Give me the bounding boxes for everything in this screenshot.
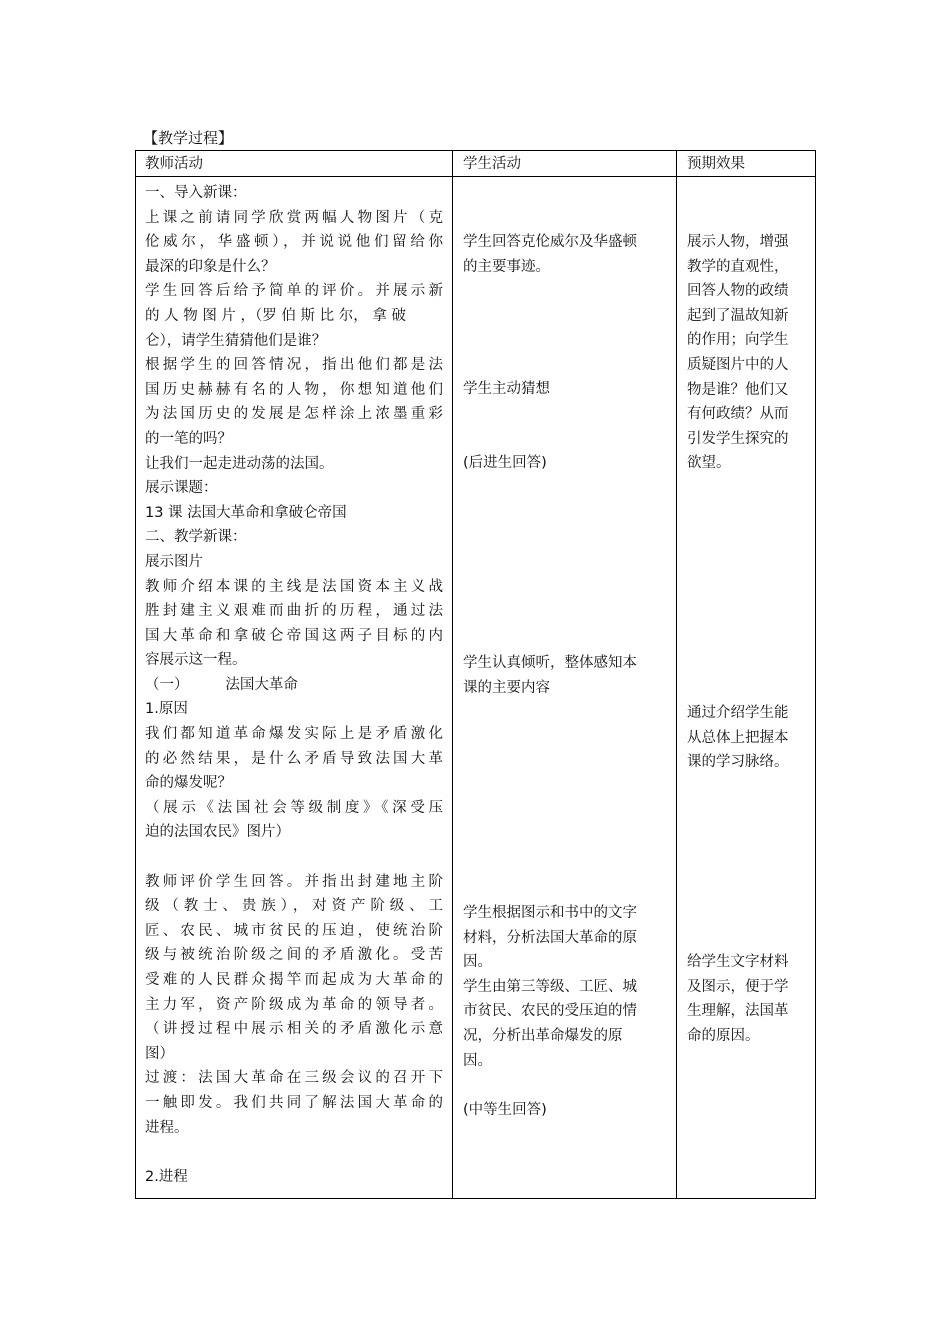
teacher-line: 1.原因: [145, 701, 188, 718]
teacher-line: 命的爆发呢？: [145, 775, 232, 792]
teacher-line: 让我们一起走进动荡的法国。: [145, 455, 334, 472]
lesson-title: 13 课 法国大革命和拿破仑帝国: [145, 504, 347, 521]
effect-line: 回答人物的政绩: [687, 283, 789, 300]
teacher-line: 一触即发。我们共同了解法国大革命的: [145, 1094, 443, 1111]
teacher-line: 级与被统治阶级之间的矛盾激化。受苦: [145, 947, 443, 964]
blank-line: [463, 1073, 637, 1098]
student-line: 材料，分析法国大革命的原: [463, 929, 637, 946]
teacher-line: （讲授过程中展示相关的矛盾激化示意: [145, 1021, 443, 1038]
teacher-line: 展示图片: [145, 553, 203, 570]
blank-line: [145, 1140, 443, 1165]
teacher-line: 的 人 物 图 片 ，（罗 伯 斯 比 尔， 拿 破: [145, 307, 406, 324]
teacher-line: 国历史赫赫有名的人物，你想知道他们: [145, 381, 443, 398]
effect-line: 展示人物，增强: [687, 234, 789, 250]
effect-line: 通过介绍学生能: [687, 705, 789, 721]
student-line: 况，分析出革命爆发的原: [463, 1027, 623, 1044]
teacher-line: 过渡：法国大革命在三级会议的召开下: [145, 1070, 443, 1087]
effect-line: 的作用；向学生: [687, 332, 789, 349]
teacher-line: 我们都知道革命爆发实际上是矛盾激化: [145, 726, 443, 743]
effect-line: 教学的直观性，: [687, 258, 789, 275]
effect-line: 命的原因。: [687, 1027, 760, 1044]
student-line: 因。: [463, 1052, 492, 1069]
effect-line: 生理解，法国革: [687, 1003, 789, 1020]
column-divider-1: [452, 151, 453, 1198]
teacher-line: 的一笔的吗？: [145, 430, 232, 447]
student-line: 因。: [463, 954, 492, 971]
student-line: 学生由第三等级、工匠、城: [463, 978, 637, 995]
effect-line: 课的学习脉络。: [687, 754, 789, 771]
blank-line: [145, 845, 443, 870]
teacher-line: 进程。: [145, 1119, 189, 1136]
teacher-activity-cell: [145, 181, 443, 1189]
teacher-line: 一、导入新课：: [145, 185, 247, 201]
expected-effect-block-2: [687, 701, 789, 775]
expected-effect-block-3: [687, 950, 789, 1048]
teacher-line: 教师评价学生回答。并指出封建地主阶: [145, 873, 443, 890]
teacher-line: 教师介绍本课的主线是法国资本主义战: [145, 578, 443, 595]
effect-line: 物是谁？他们又: [687, 381, 789, 398]
effect-line: 给学生文字材料: [687, 954, 789, 970]
teacher-line: 主力军，资产阶级成为革命的领导者。: [145, 996, 443, 1013]
teacher-line: 国大革命和拿破仑帝国这两子目标的内: [145, 627, 443, 644]
student-line: 学生主动猜想: [463, 381, 550, 397]
effect-line: 质疑图片中的人: [687, 356, 789, 373]
teacher-line: 胜封建主义艰难而曲折的历程，通过法: [145, 603, 443, 620]
student-activity-block-5: [463, 901, 637, 1122]
student-line: 课的主要内容: [463, 679, 550, 696]
teacher-line: 受难的人民群众揭竿而起成为大革命的: [145, 972, 443, 988]
lesson-table: [135, 150, 816, 1199]
teacher-line: 级（教士、贵族），对资产阶级、工: [145, 898, 443, 915]
student-activity-block-2: [463, 377, 550, 402]
effect-line: 起到了温故知新: [687, 307, 789, 324]
student-activity-block-1: [463, 230, 637, 279]
teacher-line: 根据学生的回答情况，指出他们都是法: [145, 357, 443, 374]
expected-effect-block-1: [687, 230, 789, 476]
teacher-line: 最深的印象是什么？: [145, 258, 276, 275]
teacher-line: 2.进程: [145, 1168, 188, 1185]
teacher-line: 仑），请学生猜猜他们是谁？: [145, 332, 327, 349]
teacher-line: 匠、农民、城市贫民的压迫，使统治阶: [145, 922, 443, 939]
subsection-heading: （一） 法国大革命: [145, 676, 298, 693]
student-activity-block-4: [463, 651, 637, 700]
teacher-line: 为法国历史的发展是怎样涂上浓墨重彩: [145, 406, 443, 423]
teacher-line: 容展示这一程。: [145, 652, 247, 669]
effect-line: 及图示，便于学: [687, 978, 789, 995]
table-header-row: [136, 151, 815, 177]
teacher-line: 二、教学新课：: [145, 529, 247, 546]
teacher-line: 学生回答后给予简单的评价。并展示新: [145, 283, 443, 300]
teacher-line: 伦威尔，华盛顿），并说说他们留给你: [145, 234, 443, 251]
teacher-line: 展示课题：: [145, 480, 218, 497]
student-line: (后进生回答): [463, 455, 547, 471]
section-title: 【教学过程】: [143, 129, 234, 147]
effect-line: 欲望。: [687, 455, 731, 472]
header-teacher-activity: 教师活动: [145, 156, 203, 172]
teacher-line: 的必然结果，是什么矛盾导致法国大革: [145, 750, 443, 767]
header-student-activity: 学生活动: [463, 156, 521, 172]
teacher-line: （展示《法国社会等级制度》《深受压: [145, 799, 443, 816]
effect-line: 从总体上把握本: [687, 729, 789, 746]
effect-line: 有何政绩？从而: [687, 406, 789, 423]
teacher-line: 迫的法国农民》图片）: [145, 824, 290, 841]
teacher-line: 图）: [145, 1045, 174, 1062]
teacher-line: 上课之前请同学欣赏两幅人物图片（克: [145, 209, 443, 226]
student-line: 的主要事迹。: [463, 258, 550, 275]
student-activity-block-3: [463, 451, 547, 476]
column-divider-2: [676, 151, 677, 1198]
student-line: 市贫民、农民的受压迫的情: [463, 1003, 637, 1020]
student-line: 学生回答克伦威尔及华盛顿: [463, 234, 637, 250]
effect-line: 引发学生探究的: [687, 430, 789, 447]
header-expected-effect: 预期效果: [687, 156, 745, 172]
student-line: (中等生回答): [463, 1101, 547, 1118]
student-line: 学生根据图示和书中的文字: [463, 905, 637, 921]
student-line: 学生认真倾听，整体感知本: [463, 655, 637, 671]
